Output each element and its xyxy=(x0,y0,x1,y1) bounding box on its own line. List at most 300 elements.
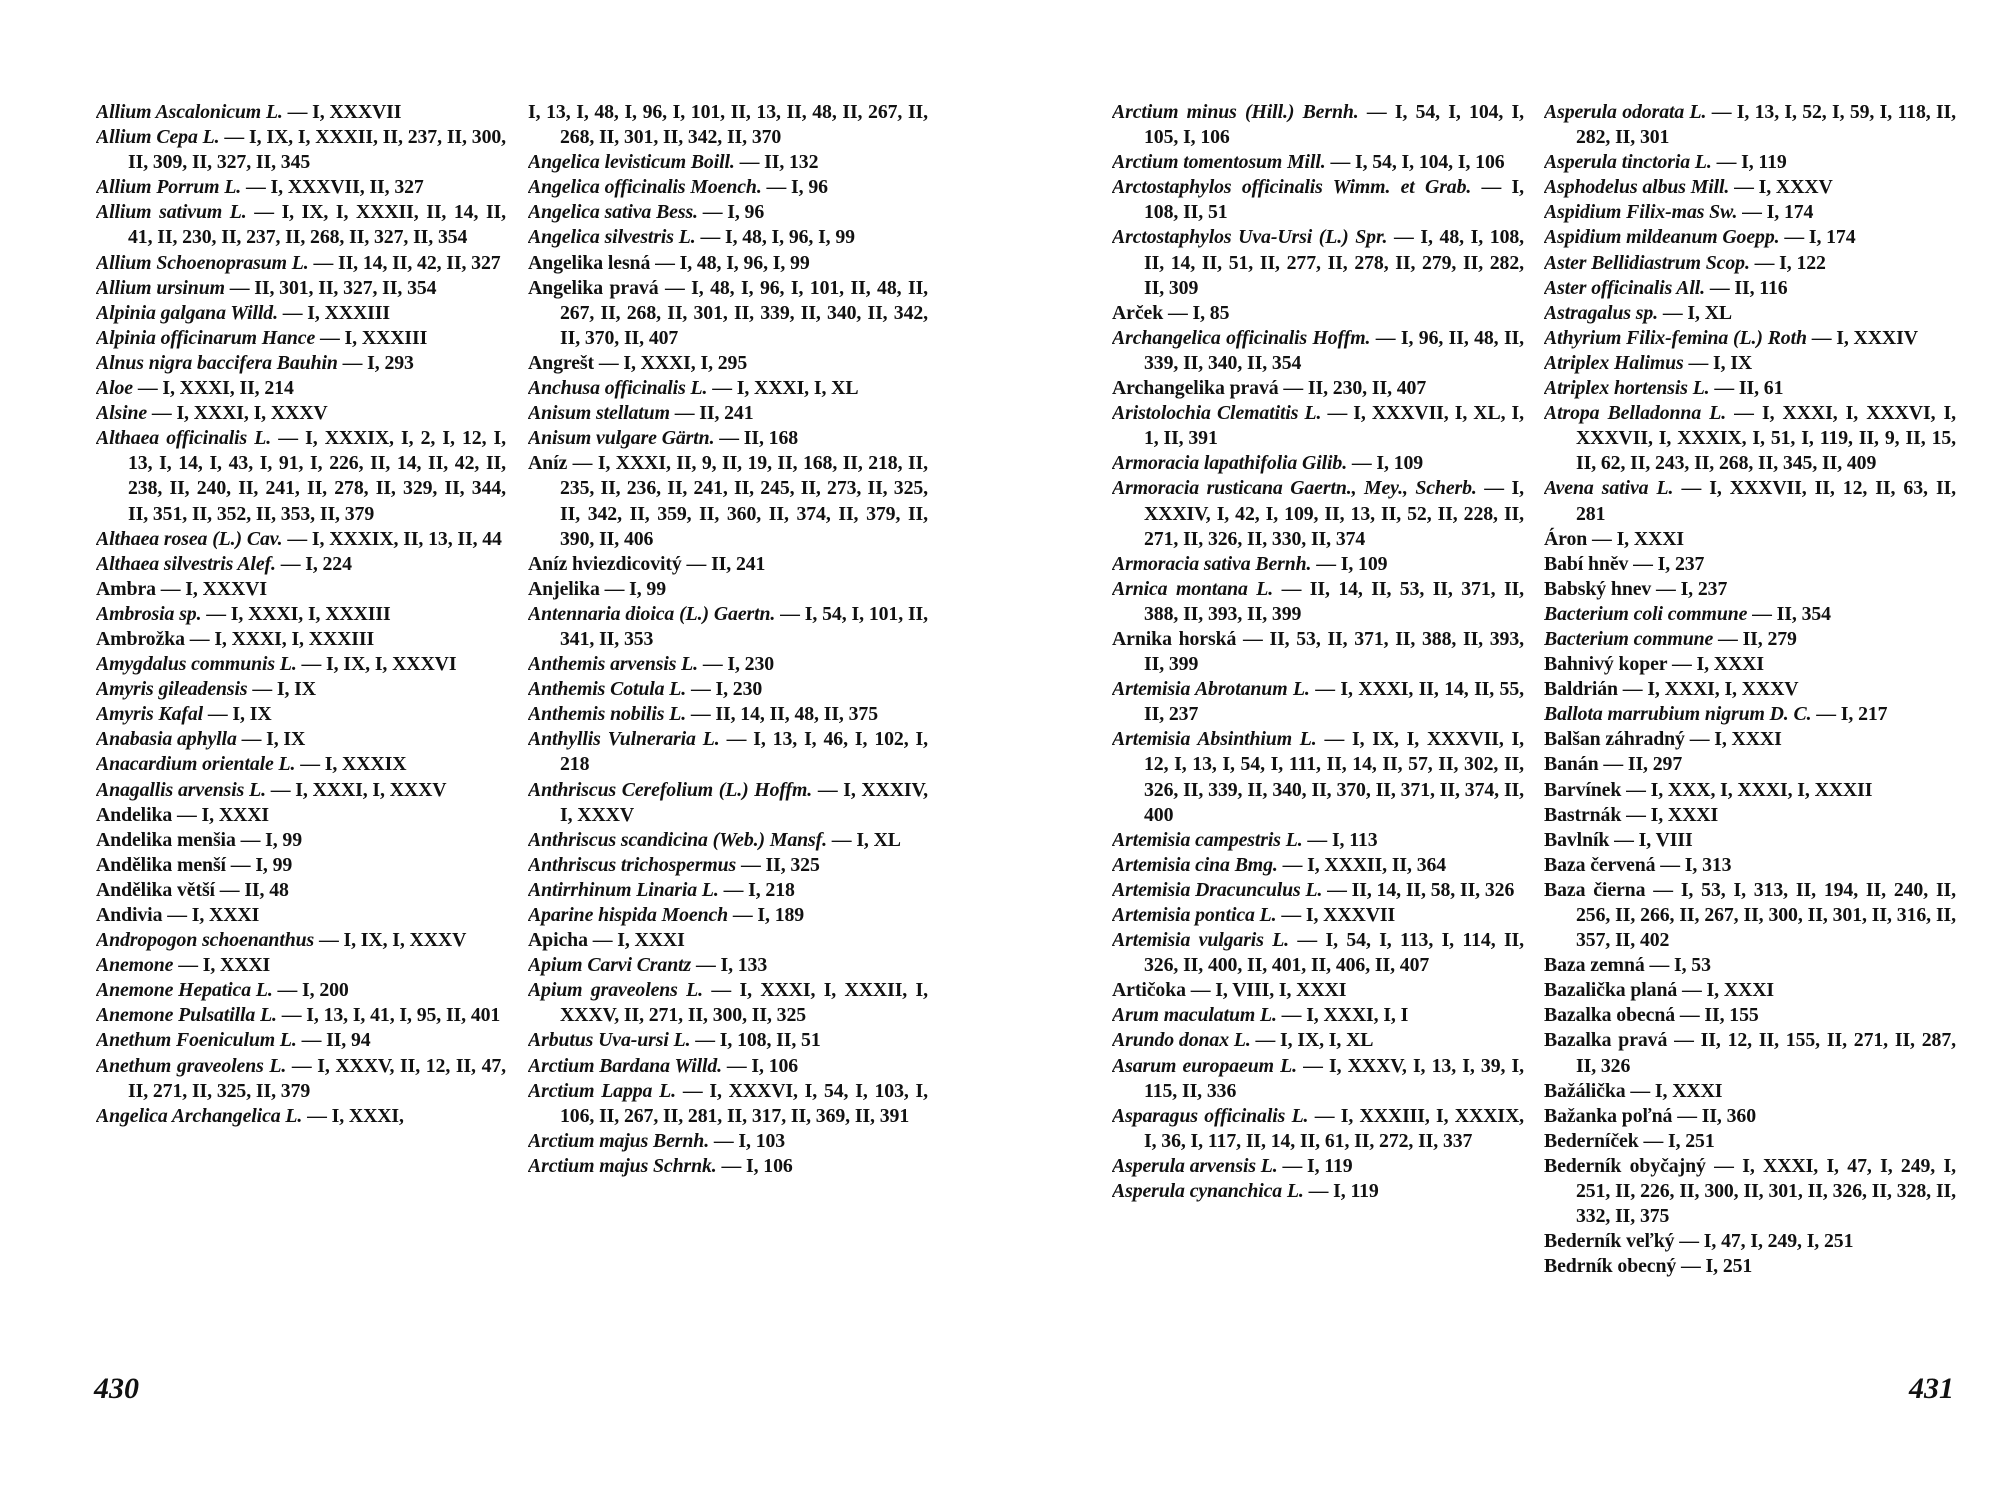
index-entry xyxy=(96,100,506,125)
entry-name: Arbutus Uva-ursi L. xyxy=(528,1029,691,1052)
entry-references: — I, 48, I, 96, I, 99 xyxy=(650,251,810,274)
index-entry xyxy=(528,100,928,150)
entry-references: — I, XXXI, I, XXXVI, I, XXXVII, I, XXXIX, I, 51, I, 119, II, 9, II, 15, II, 62, II, 243, II, 268, II, 345, II, 409 xyxy=(1576,402,1956,475)
entry-references: — I, 313 xyxy=(1655,853,1732,876)
index-entry xyxy=(1544,752,1956,777)
entry-references: — I, XXXIV, I, 42, I, 109, II, 13, II, 52, II, 228, II, 271, II, 326, II, 330, II, 374 xyxy=(1144,477,1524,550)
index-entry xyxy=(1112,978,1524,1003)
index-entry xyxy=(1112,1028,1524,1053)
entry-references: — I, 47, I, 249, I, 251 xyxy=(1674,1230,1854,1253)
page-number: 431 xyxy=(1909,1372,1954,1405)
entry-references: — I, XXXI xyxy=(172,803,269,826)
index-entry xyxy=(1112,1179,1524,1204)
entry-name: Anemone xyxy=(96,954,174,977)
index-entry xyxy=(96,577,506,602)
index-entry xyxy=(96,702,506,727)
entry-references: — I, 133 xyxy=(691,954,768,977)
entry-name: Ambrosia sp. xyxy=(96,602,202,625)
index-entry xyxy=(528,1079,928,1129)
entry-name: Bedrník obecný xyxy=(1544,1255,1677,1278)
entry-name: Bahnivý koper xyxy=(1544,653,1668,676)
index-entry xyxy=(1112,301,1524,326)
entry-references: — I, 251 xyxy=(1676,1255,1753,1278)
entry-references: — I, XXXIII xyxy=(315,326,428,349)
entry-references: — I, XXXIV xyxy=(1806,326,1918,349)
index-entry xyxy=(1112,175,1524,225)
entry-name: Aníz hviezdicovitý xyxy=(528,552,682,575)
entry-name: Amyris gileadensis xyxy=(96,678,248,701)
index-entry xyxy=(96,1028,506,1053)
index-entry xyxy=(96,1054,506,1104)
entry-name: Aristolochia Clematitis L. xyxy=(1112,402,1322,425)
entry-name: Bederníček xyxy=(1544,1129,1639,1152)
entry-references: — I, XL xyxy=(826,828,901,851)
index-entry xyxy=(1544,1079,1956,1104)
entry-references: — I, XXXVII xyxy=(282,101,402,123)
entry-name: Angelika lesná xyxy=(528,251,651,274)
index-entry xyxy=(96,602,506,627)
index-entry xyxy=(96,878,506,903)
entry-references: I, 13, I, 48, I, 96, I, 101, II, 13, II, 48, II, 267, II, 268, II, 301, II, 342, II, 370 xyxy=(528,101,928,149)
entry-name: Aparine hispida Moench xyxy=(528,904,729,926)
entry-name: Artemisia Abrotanum L. xyxy=(1112,678,1310,701)
entry-references: — I, XXXI, I, XXXII, I, XXXV, II, 271, II, 300, II, 325 xyxy=(560,979,928,1027)
index-entry xyxy=(1544,602,1956,627)
entry-name: Anacardium orientale L. xyxy=(96,753,296,776)
entry-references: — I, 109 xyxy=(1311,552,1388,575)
index-entry xyxy=(1544,702,1956,727)
entry-references: — I, XXXI, II, 14, II, 55, II, 237 xyxy=(1144,678,1524,726)
entry-references: — I, XXXIII, I, XXXIX, I, 36, I, 117, II, 14, II, 61, II, 272, II, 337 xyxy=(1144,1104,1524,1152)
entry-references: — I, 218 xyxy=(718,878,795,901)
entry-name: Aster officinalis All. xyxy=(1544,276,1706,299)
index-entry xyxy=(1544,476,1956,526)
index-entry xyxy=(528,828,928,853)
entry-name: Arctium minus (Hill.) Bernh. xyxy=(1112,101,1359,123)
entry-name: Bavlník xyxy=(1544,828,1610,851)
index-entry xyxy=(1544,953,1956,978)
entry-name: Anthriscus Cerefolium (L.) Hoffm. xyxy=(528,778,813,801)
entry-references: — I, 48, I, 96, I, 101, II, 48, II, 267, II, 268, II, 301, II, 339, II, 340, II, 342, II, 370, II, 407 xyxy=(560,276,928,349)
index-entry xyxy=(1112,451,1524,476)
entry-name: Arček xyxy=(1112,301,1164,324)
index-entry xyxy=(1544,778,1956,803)
index-entry xyxy=(1112,903,1524,928)
index-entry xyxy=(96,351,506,376)
index-entry xyxy=(1544,376,1956,401)
entry-references: — I, XXXVII, II, 327 xyxy=(241,176,424,199)
index-column xyxy=(528,100,928,1390)
entry-name: Anthriscus scandicina (Web.) Mansf. xyxy=(528,828,827,851)
entry-name: Allium Schoenoprasum L. xyxy=(96,251,309,274)
index-entry xyxy=(96,627,506,652)
index-entry xyxy=(1544,276,1956,301)
entry-references: — I, 96 xyxy=(761,176,828,199)
entry-name: Babský hnev xyxy=(1544,577,1652,600)
entry-references: — I, XXXI xyxy=(1667,653,1764,676)
index-entry xyxy=(1544,1254,1956,1279)
index-entry xyxy=(1112,627,1524,677)
index-entry xyxy=(1544,1154,1956,1229)
index-entry xyxy=(1544,301,1956,326)
entry-name: Allium sativum L. xyxy=(96,201,247,224)
entry-references: — I, XXXI, II, 214 xyxy=(132,377,294,400)
index-entry xyxy=(1544,828,1956,853)
entry-references: — I, 54, I, 101, II, 341, II, 353 xyxy=(560,602,928,650)
index-entry xyxy=(1112,401,1524,451)
index-entry xyxy=(96,652,506,677)
entry-references: — I, 106 xyxy=(722,1054,799,1077)
index-entry xyxy=(1544,1129,1956,1154)
entry-references: — II, 14, II, 48, II, 375 xyxy=(686,703,878,726)
entry-references: — I, 96, II, 48, II, 339, II, 340, II, 354 xyxy=(1144,326,1524,374)
index-entry xyxy=(96,928,506,953)
entry-name: Artemisia vulgaris L. xyxy=(1112,929,1290,952)
entry-references: — II, 168 xyxy=(714,427,799,450)
index-entry xyxy=(1112,1054,1524,1104)
index-entry xyxy=(1112,928,1524,978)
entry-name: Anagallis arvensis L. xyxy=(96,778,266,801)
entry-name: Astragalus sp. xyxy=(1544,301,1659,324)
index-entry xyxy=(528,727,928,777)
entry-name: Artemisia campestris L. xyxy=(1112,828,1303,851)
entry-references: — II, 230, II, 407 xyxy=(1278,377,1427,400)
entry-references: — I, 189 xyxy=(728,904,805,926)
entry-references: — II, 301, II, 327, II, 354 xyxy=(224,276,437,299)
entry-name: Baza čierna xyxy=(1544,878,1646,901)
entry-name: Bederník obyčajný xyxy=(1544,1154,1706,1177)
entry-references: — I, XXXII, II, 364 xyxy=(1277,853,1447,876)
entry-references: — I, 108, II, 51 xyxy=(690,1029,821,1052)
index-entry xyxy=(96,376,506,401)
entry-references: — I, 217 xyxy=(1811,703,1888,726)
index-entry xyxy=(1544,100,1956,150)
entry-name: Aloe xyxy=(96,377,133,400)
entry-references: — I, IX, I, XXXV xyxy=(314,929,467,952)
entry-name: Allium ursinum xyxy=(96,276,225,299)
entry-references: — II, 354 xyxy=(1747,602,1831,625)
entry-name: Aníz xyxy=(528,452,568,475)
entry-name: Allium Cepa L. xyxy=(96,126,220,149)
entry-name: Archangelica officinalis Hoffm. xyxy=(1112,326,1371,349)
entry-references: — I, XXXIX, I, 2, I, 12, I, 13, I, 14, I, 43, I, 91, I, 226, II, 14, II, 42, II, 238, II, 240, II, 241, II, 278, II, 329, II, 344, II, 351, II, 352, II, 353, II, 379 xyxy=(128,427,506,525)
entry-references: — I, IX, I, XXXVI xyxy=(296,653,457,676)
entry-name: Anabasia aphylla xyxy=(96,728,237,751)
entry-references: — I, XXXI, I, XL xyxy=(707,377,859,400)
entry-references: — I, IX xyxy=(1683,351,1753,374)
entry-references: — I, XXXI, xyxy=(302,1104,404,1127)
index-entry xyxy=(96,677,506,702)
index-entry xyxy=(1544,1003,1956,1028)
entry-name: Angelika pravá xyxy=(528,276,659,299)
index-entry xyxy=(1544,527,1956,552)
entry-name: Antennaria dioica (L.) Gaertn. xyxy=(528,602,776,625)
entry-name: Anisum stellatum xyxy=(528,402,670,425)
index-entry xyxy=(1112,727,1524,827)
entry-references: — I, XXXIV, I, XXXV xyxy=(560,778,928,826)
entry-references: — I, XXXV, I, 13, I, 39, I, 115, II, 336 xyxy=(1144,1054,1524,1102)
entry-name: Anchusa officinalis L. xyxy=(528,377,708,400)
entry-name: Avena sativa L. xyxy=(1544,477,1674,500)
entry-name: Aspidium Filix-mas Sw. xyxy=(1544,201,1738,224)
entry-name: Andropogon schoenanthus xyxy=(96,929,315,952)
entry-references: — I, 53, I, 313, II, 194, II, 240, II, 256, II, 266, II, 267, II, 300, II, 301, II, 316, II, 357, II, 402 xyxy=(1576,878,1956,952)
index-entry xyxy=(528,878,928,903)
index-entry xyxy=(1112,100,1524,150)
entry-name: Armoracia rusticana Gaertn., Mey., Scherb. xyxy=(1112,477,1477,500)
index-entry xyxy=(1544,175,1956,200)
index-entry xyxy=(96,301,506,326)
index-entry xyxy=(1544,853,1956,878)
entry-references: — II, 94 xyxy=(296,1029,371,1052)
entry-name: Antirrhinum Linaria L. xyxy=(528,878,719,901)
entry-name: Armoracia lapathifolia Gilib. xyxy=(1112,452,1348,475)
entry-references: — I, XXXVII xyxy=(1276,904,1396,926)
index-entry xyxy=(1112,225,1524,300)
entry-name: Artemisia cina Bmg. xyxy=(1112,853,1278,876)
entry-references: — I, XXXI, I, XXXIII xyxy=(201,602,391,625)
entry-name: Apicha xyxy=(528,929,588,952)
index-entry xyxy=(1112,878,1524,903)
index-entry xyxy=(96,175,506,200)
entry-references: — I, 53 xyxy=(1644,954,1711,977)
entry-references: — I, 13, I, 41, I, 95, II, 401 xyxy=(276,1004,501,1027)
entry-name: Bazalka obecná xyxy=(1544,1004,1676,1027)
entry-references: — I, 48, I, 108, II, 14, II, 51, II, 277, II, 278, II, 279, II, 282, II, 309 xyxy=(1144,226,1524,299)
entry-name: Bacterium coli commune xyxy=(1544,602,1748,625)
entry-name: Bazalka pravá xyxy=(1544,1029,1668,1052)
entry-name: Anjelika xyxy=(528,577,600,600)
entry-name: Armoracia sativa Bernh. xyxy=(1112,552,1312,575)
entry-name: Angrešt xyxy=(528,351,594,374)
entry-references: — I, 237 xyxy=(1628,552,1705,575)
index-entry xyxy=(96,828,506,853)
index-entry xyxy=(528,778,928,828)
entry-references: — I, 85 xyxy=(1163,301,1230,324)
entry-name: Arctostaphylos Uva-Ursi (L.) Spr. xyxy=(1112,226,1388,249)
index-entry xyxy=(1112,476,1524,551)
entry-name: Arctium Bardana Willd. xyxy=(528,1054,723,1077)
entry-name: Angelica levisticum Boill. xyxy=(528,151,735,174)
entry-name: Andělika větší xyxy=(96,878,215,901)
index-entry xyxy=(1544,401,1956,476)
entry-name: Asparagus officinalis L. xyxy=(1112,1104,1309,1127)
index-entry xyxy=(1544,1229,1956,1254)
index-entry xyxy=(1112,150,1524,175)
entry-references: — I, IX, I, XXXII, II, 237, II, 300, II, 309, II, 327, II, 345 xyxy=(128,126,506,174)
entry-name: Arum maculatum L. xyxy=(1112,1004,1277,1027)
index-entry xyxy=(528,953,928,978)
right-page xyxy=(1008,0,2016,1500)
index-entry xyxy=(528,200,928,225)
entry-references: — I, 54, I, 104, I, 105, I, 106 xyxy=(1144,101,1524,149)
index-entry xyxy=(96,125,506,175)
index-entry xyxy=(528,652,928,677)
entry-name: Bacterium commune xyxy=(1544,627,1714,650)
entry-name: Angelica Archangelica L. xyxy=(96,1104,303,1127)
entry-name: Althaea rosea (L.) Cav. xyxy=(96,527,283,550)
entry-name: Babí hněv xyxy=(1544,552,1629,575)
entry-references: — I, 200 xyxy=(272,979,349,1002)
entry-name: Andělika menší xyxy=(96,853,226,876)
index-entry xyxy=(528,928,928,953)
entry-name: Apium Carvi Crantz xyxy=(528,954,692,977)
entry-name: Angelica sativa Bess. xyxy=(528,201,698,224)
entry-references: — I, 13, I, 52, I, 59, I, 118, II, 282, II, 301 xyxy=(1576,101,1956,149)
entry-references: — I, XXXI xyxy=(1684,728,1782,751)
index-entry xyxy=(1544,627,1956,652)
entry-references: — I, 174 xyxy=(1737,201,1814,224)
index-entry xyxy=(96,803,506,828)
entry-references: — II, 14, II, 42, II, 327 xyxy=(308,251,501,274)
entry-name: Artemisia pontica L. xyxy=(1112,904,1277,926)
entry-references: — I, 119 xyxy=(1277,1154,1353,1177)
index-entry xyxy=(1112,326,1524,376)
index-entry xyxy=(528,677,928,702)
index-entry xyxy=(96,401,506,426)
entry-references: — I, XXXVII, II, 12, II, 63, II, 281 xyxy=(1576,477,1956,525)
entry-name: Bederník veľký xyxy=(1544,1230,1675,1253)
entry-references: — I, XL xyxy=(1658,301,1732,324)
entry-references: — I, 230 xyxy=(686,678,763,701)
index-entry xyxy=(1544,351,1956,376)
entry-name: Ambrožka xyxy=(96,627,185,650)
entry-references: — I, XXXI, I, XXXV xyxy=(147,402,328,425)
index-entry xyxy=(528,376,928,401)
entry-references: — I, XXXI, II, 9, II, 19, II, 168, II, 218, II, 235, II, 236, II, 241, II, 245, II, 273, II, 325, II, 342, II, 359, II, 360, II, 374, II, 379, II, 390, II, 406 xyxy=(560,452,928,550)
entry-name: Allium Ascalonicum L. xyxy=(96,101,283,123)
index-entry xyxy=(1112,828,1524,853)
index-entry xyxy=(528,175,928,200)
index-entry xyxy=(1544,677,1956,702)
entry-references: — I, 106 xyxy=(716,1154,793,1177)
entry-references: — I, 108, II, 51 xyxy=(1144,176,1524,224)
entry-name: Bažálička xyxy=(1544,1079,1626,1102)
entry-name: Althaea silvestris Alef. xyxy=(96,552,276,575)
entry-name: Artemisia Absinthium L. xyxy=(1112,728,1317,751)
index-entry xyxy=(1112,552,1524,577)
index-entry xyxy=(528,276,928,351)
entry-name: Anthyllis Vulneraria L. xyxy=(528,728,720,751)
entry-name: Anthemis nobilis L. xyxy=(528,703,687,726)
entry-name: Bažanka poľná xyxy=(1544,1104,1673,1127)
index-entry xyxy=(96,426,506,526)
entry-name: Anthemis arvensis L. xyxy=(528,653,699,676)
entry-references: — I, 109 xyxy=(1347,452,1424,475)
index-entry xyxy=(96,276,506,301)
entry-references: — II, 12, II, 155, II, 271, II, 287, II, 326 xyxy=(1576,1029,1956,1077)
entry-name: Baza zemná xyxy=(1544,954,1645,977)
page-number: 430 xyxy=(94,1372,139,1405)
entry-references: — II, 155 xyxy=(1675,1004,1759,1027)
entry-name: Althaea officinalis L. xyxy=(96,427,272,450)
index-column xyxy=(1544,100,1956,1390)
entry-references: — I, XXXI xyxy=(1621,803,1719,826)
entry-references: — I, IX, I, XXXVII, I, 12, I, 13, I, 54, I, 111, II, 14, II, 57, II, 302, II, 326, II, 339, II, 340, II, 370, II, 371, II, 374, II, 400 xyxy=(1144,728,1524,826)
index-entry xyxy=(528,251,928,276)
entry-references: — I, XXXIX, II, 13, II, 44 xyxy=(282,527,502,550)
entry-references: — I, XXXI, I, XXXV xyxy=(265,778,447,801)
entry-name: Banán xyxy=(1544,753,1599,776)
entry-name: Amygdalus communis L. xyxy=(96,653,297,676)
index-entry xyxy=(528,150,928,175)
index-entry xyxy=(528,426,928,451)
index-entry xyxy=(96,853,506,878)
entry-name: Angelica officinalis Moench. xyxy=(528,176,762,199)
entry-references: — I, 99 xyxy=(225,853,293,876)
entry-references: — I, XXXIX xyxy=(295,753,407,776)
entry-references: — I, XXXVI, I, 54, I, 103, I, 106, II, 267, II, 281, II, 317, II, 369, II, 391 xyxy=(560,1079,928,1127)
entry-references: — I, 174 xyxy=(1779,226,1856,249)
index-entry xyxy=(1112,677,1524,727)
entry-name: Atriplex hortensis L. xyxy=(1544,377,1710,400)
index-entry xyxy=(1544,251,1956,276)
index-entry xyxy=(96,1104,506,1129)
index-entry xyxy=(528,702,928,727)
index-entry xyxy=(528,451,928,551)
index-entry xyxy=(96,778,506,803)
index-entry xyxy=(1112,1154,1524,1179)
entry-name: Arundo donax L. xyxy=(1112,1029,1251,1052)
index-entry xyxy=(96,552,506,577)
entry-references: — II, 132 xyxy=(734,151,819,174)
entry-name: Anthemis Cotula L. xyxy=(528,678,687,701)
entry-references: — I, XXXVII, I, XL, I, 1, II, 391 xyxy=(1144,402,1524,450)
index-column xyxy=(1112,100,1524,1390)
entry-references: — II, 279 xyxy=(1713,627,1797,650)
entry-name: Arctium majus Schrnk. xyxy=(528,1154,717,1177)
entry-references: — I, 113 xyxy=(1302,828,1378,851)
index-entry xyxy=(1544,552,1956,577)
entry-references: — I, VIII xyxy=(1609,828,1693,851)
index-entry xyxy=(528,1028,928,1053)
index-entry xyxy=(1544,577,1956,602)
entry-references: — I, XXXI xyxy=(173,954,271,977)
index-entry xyxy=(1544,200,1956,225)
index-entry xyxy=(1112,1003,1524,1028)
index-entry xyxy=(1112,853,1524,878)
entry-references: — I, IX, I, XL xyxy=(1250,1029,1374,1052)
entry-references: — I, IX xyxy=(203,703,272,726)
entry-name: Bazalička planá xyxy=(1544,979,1678,1002)
entry-name: Arnica montana L. xyxy=(1112,577,1274,600)
entry-references: — I, XXX, I, XXXI, I, XXXII xyxy=(1621,778,1873,801)
index-entry xyxy=(1544,326,1956,351)
entry-references: — I, XXXVI xyxy=(155,577,267,600)
entry-references: — I, 99 xyxy=(235,828,302,851)
index-entry xyxy=(528,853,928,878)
entry-name: Asphodelus albus Mill. xyxy=(1544,176,1730,199)
entry-name: Asperula tinctoria L. xyxy=(1544,151,1712,174)
entry-name: Alsine xyxy=(96,402,148,425)
entry-name: Baldrián xyxy=(1544,678,1618,701)
entry-name: Amyris Kafal xyxy=(96,703,204,726)
entry-name: Arctium majus Bernh. xyxy=(528,1129,710,1152)
entry-references: — I, IX xyxy=(247,678,316,701)
index-entry xyxy=(96,903,506,928)
entry-references: — I, 54, I, 104, I, 106 xyxy=(1325,151,1505,174)
entry-references: — II, 48 xyxy=(214,878,289,901)
entry-references: — I, 54, I, 113, I, 114, II, 326, II, 400, II, 401, II, 406, II, 407 xyxy=(1144,929,1524,977)
index-entry xyxy=(528,978,928,1028)
index-entry xyxy=(1112,1104,1524,1154)
index-entry xyxy=(1544,150,1956,175)
index-entry xyxy=(1544,727,1956,752)
entry-name: Anethum graveolens L. xyxy=(96,1054,287,1077)
entry-references: — I, IX xyxy=(236,728,306,751)
index-entry xyxy=(528,1054,928,1079)
entry-name: Bastrnák xyxy=(1544,803,1622,826)
